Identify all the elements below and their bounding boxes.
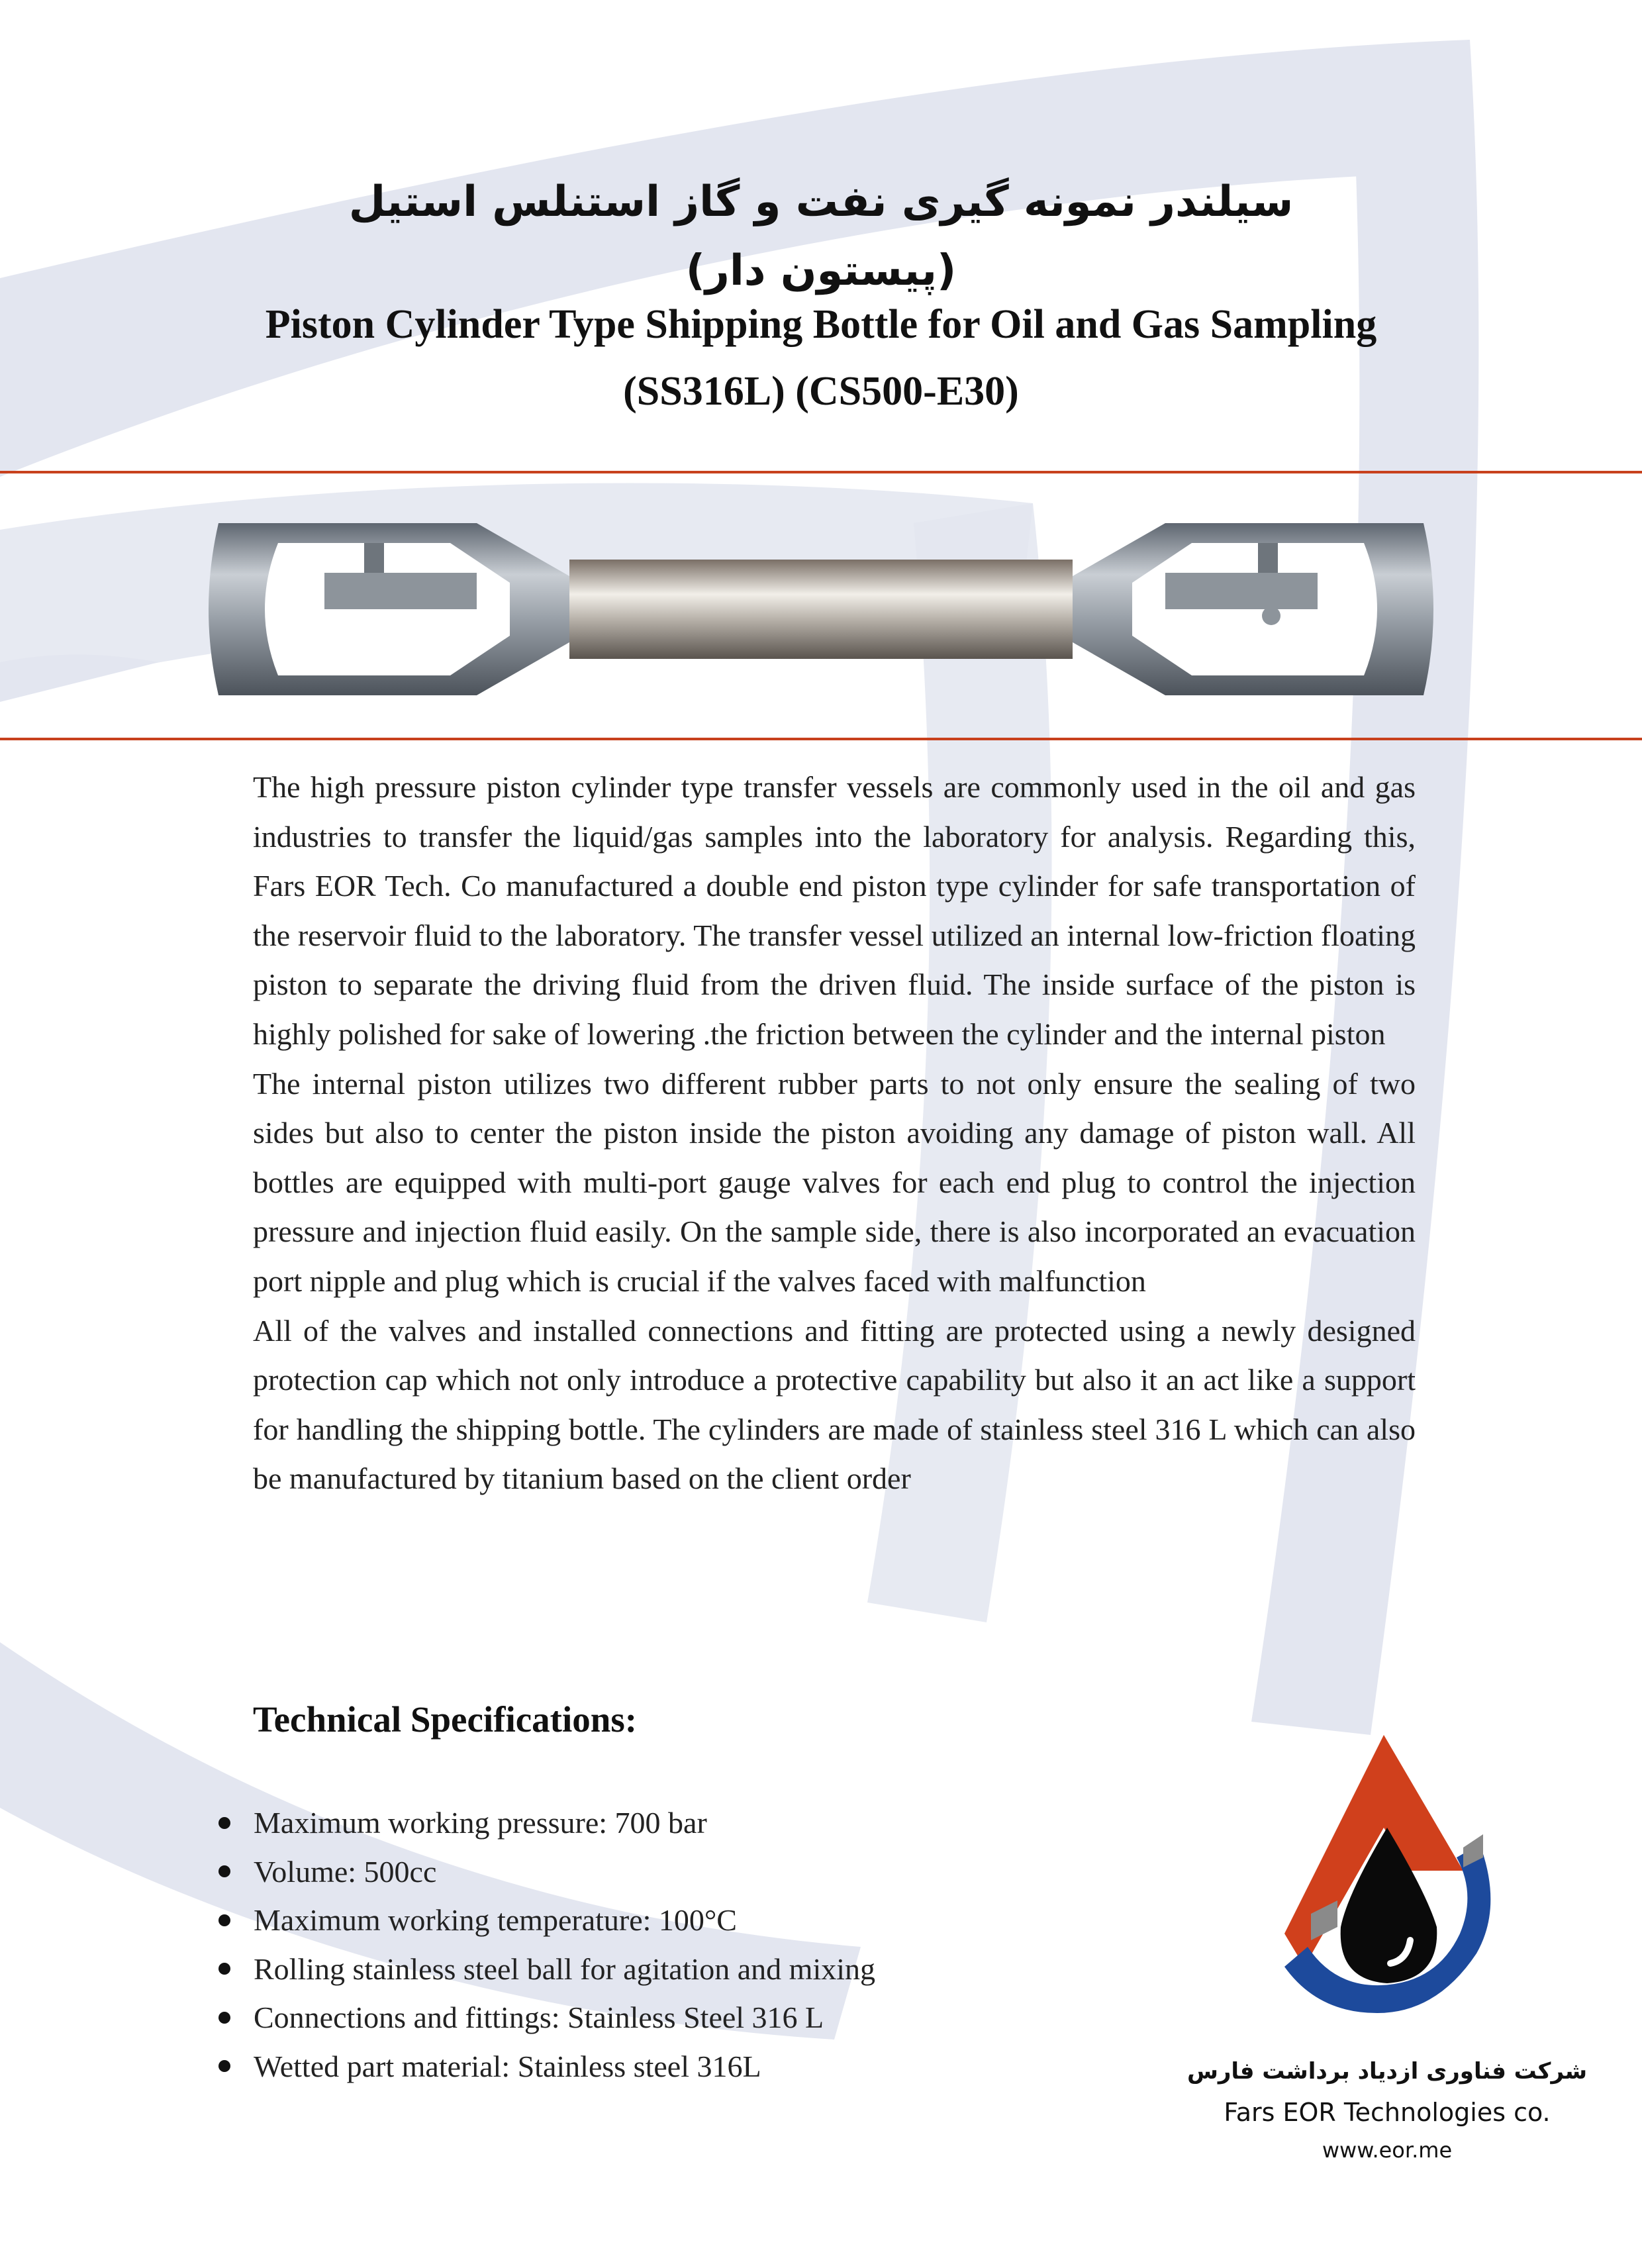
description-paragraph: All of the valves and installed connections and fitting are protected using a newly designed protection cap which not only introduce a protective capability but also it an act like a support for handling the shipping bottle. The cylinders are made of stainless steel 316 L which can also be manufactured by titanium based on the client order bbox=[253, 1313, 1416, 1496]
description-paragraph: The internal piston utilizes two different rubber parts to not only ensure the sealing of two sides but also to center the piston inside the piston avoiding any damage of piston wall. All bottles are equipped with multi-port gauge valves for each end plug to control the injection pressure and injection fluid easily. On the sample side, there is also incorporated an evacuation port nipple and plug which is crucial if the valves faced with malfunction bbox=[253, 1066, 1416, 1298]
specs-list bbox=[218, 1799, 875, 2091]
spec-item-text: Rolling stainless steel ball for agitation and mixing bbox=[254, 1951, 876, 1986]
company-name-persian: شرکت فناوری ازدیاد برداشت فارس bbox=[1186, 2058, 1588, 2085]
spec-item bbox=[218, 1848, 875, 1897]
spec-item-text: Wetted part material: Stainless steel 316L bbox=[254, 2049, 761, 2083]
description-paragraph: The high pressure piston cylinder type transfer vessels are commonly used in the oil and gas industries to transfer the liquid/gas samples into the laboratory for analysis. Regarding this, Fars EOR Tech. Co manufactured a double end piston type cylinder for safe transportation of the reservoir fluid to the laboratory. The transfer vessel utilized an internal low-friction floating piston to separate the driving fluid from the driven fluid. The inside surface of the piston is highly polished for sake of lowering .the friction between the cylinder and the internal piston bbox=[253, 770, 1416, 1051]
title-persian-line1: سیلندر نمونه گیری نفت و گاز استنلس استیل bbox=[348, 177, 1294, 226]
company-website[interactable]: www.eor.me bbox=[1322, 2138, 1453, 2163]
bullet-icon bbox=[218, 2012, 230, 2024]
specs-heading: Technical Specifications: bbox=[253, 1699, 638, 1740]
company-name-english: Fars EOR Technologies co. bbox=[1224, 2098, 1551, 2127]
spec-item bbox=[218, 1993, 875, 2042]
spec-item bbox=[218, 2042, 875, 2091]
top-divider bbox=[0, 471, 1642, 473]
bullet-icon bbox=[218, 1865, 230, 1877]
title-english-line2: (SS316L) (CS500-E30) bbox=[623, 369, 1019, 414]
spec-item-text: Maximum working pressure: 700 bar bbox=[254, 1806, 707, 1840]
spec-item-text: Connections and fittings: Stainless Steel 316 L bbox=[254, 2000, 824, 2034]
bullet-icon bbox=[218, 1817, 230, 1829]
bullet-icon bbox=[218, 1963, 230, 1975]
description bbox=[253, 763, 1416, 1504]
title-english-line1: Piston Cylinder Type Shipping Bottle for Oil and Gas Sampling bbox=[265, 302, 1377, 347]
company-logo bbox=[1271, 1735, 1503, 2026]
spec-item-text: Maximum working temperature: 100°C bbox=[254, 1903, 737, 1937]
bottom-divider bbox=[0, 738, 1642, 740]
bullet-icon bbox=[218, 2060, 230, 2072]
spec-item bbox=[218, 1896, 875, 1945]
title-persian-line2: (پیستون دار) bbox=[685, 246, 957, 295]
piston-cylinder-image bbox=[199, 503, 1443, 715]
spec-item-text: Volume: 500cc bbox=[254, 1854, 437, 1889]
spec-item bbox=[218, 1945, 875, 1994]
spec-item bbox=[218, 1799, 875, 1848]
bullet-icon bbox=[218, 1914, 230, 1926]
